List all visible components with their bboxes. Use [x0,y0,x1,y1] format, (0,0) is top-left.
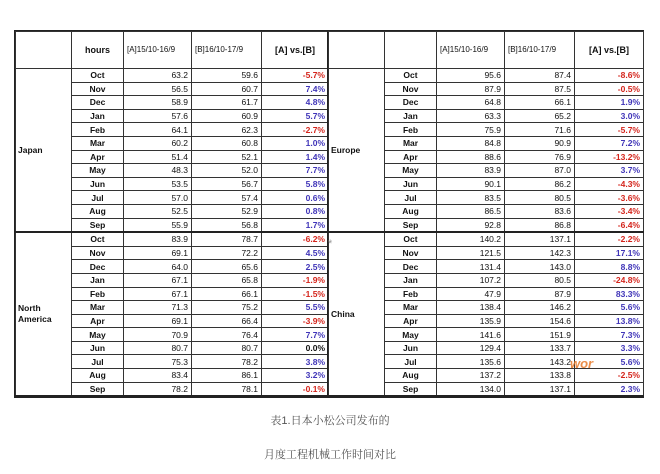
right-header-month-blank [385,32,437,69]
month-cell: Aug [72,369,124,383]
value-a-cell: 51.4 [124,150,192,164]
diff-cell: 0.0% [262,341,329,355]
diff-cell: -2.2% [575,232,644,246]
value-b-cell: 86.1 [192,369,262,383]
value-a-cell: 86.5 [437,204,505,218]
diff-cell: -13.2% [575,150,644,164]
month-cell: May [385,164,437,178]
value-a-cell: 63.2 [124,69,192,83]
table-row [16,232,329,246]
diff-cell: 1.7% [262,218,329,232]
month-cell: Oct [72,232,124,246]
diff-cell: -5.7% [575,123,644,137]
value-b-cell: 80.5 [505,273,575,287]
right-table-panel [327,30,644,398]
value-b-cell: 78.2 [192,355,262,369]
value-a-cell: 48.3 [124,164,192,178]
left-table-body [16,69,329,397]
value-a-cell: 69.1 [124,246,192,260]
value-b-cell: 80.7 [192,341,262,355]
value-a-cell: 75.9 [437,123,505,137]
month-cell: Dec [72,260,124,274]
value-a-cell: 78.2 [124,382,192,396]
left-region-label: Japan [16,69,72,233]
value-b-cell: 57.4 [192,191,262,205]
value-b-cell: 83.6 [505,204,575,218]
value-b-cell: 60.8 [192,136,262,150]
value-b-cell: 56.7 [192,177,262,191]
month-cell: Mar [72,301,124,315]
diff-cell: 5.6% [575,355,644,369]
table-row [329,69,644,83]
value-b-cell: 61.7 [192,96,262,110]
month-cell: Jul [385,191,437,205]
diff-cell: 13.8% [575,314,644,328]
value-a-cell: 67.1 [124,273,192,287]
month-cell: Aug [385,369,437,383]
month-cell: Dec [72,96,124,110]
month-cell: Jun [72,177,124,191]
watermark-logo [570,356,593,371]
value-a-cell: 107.2 [437,273,505,287]
month-cell: Sep [385,382,437,396]
diff-cell: 7.7% [262,328,329,342]
diff-cell: 5.6% [575,301,644,315]
right-region-label: China [329,232,385,396]
value-b-cell: 72.2 [192,246,262,260]
month-cell: Jun [385,341,437,355]
value-a-cell: 64.8 [437,96,505,110]
month-cell: Apr [72,314,124,328]
month-cell: Oct [72,69,124,83]
diff-cell: -3.9% [262,314,329,328]
value-a-cell: 140.2 [437,232,505,246]
left-table-panel [14,30,329,398]
diff-cell: -4.3% [575,177,644,191]
diff-cell: -1.9% [262,273,329,287]
value-b-cell: 87.0 [505,164,575,178]
value-b-cell: 137.1 [505,382,575,396]
right-header-diff: [A] vs.[B] [575,32,644,69]
value-b-cell: 87.5 [505,82,575,96]
value-a-cell: 60.2 [124,136,192,150]
diff-cell: 1.9% [575,96,644,110]
value-b-cell: 59.6 [192,69,262,83]
month-cell: Dec [385,96,437,110]
left-region-label: North America [16,232,72,396]
value-a-cell: 137.2 [437,369,505,383]
diff-cell: -2.5% [575,369,644,383]
month-cell: May [72,164,124,178]
left-header-region-blank [16,32,72,69]
caption-line-1: 表1.日本小松公司发布的 [270,415,390,427]
month-cell: Oct [385,69,437,83]
value-a-cell: 135.9 [437,314,505,328]
value-a-cell: 83.9 [437,164,505,178]
value-a-cell: 57.0 [124,191,192,205]
diff-cell: 5.7% [262,109,329,123]
table-row [16,69,329,83]
left-header-diff: [A] vs.[B] [262,32,329,69]
value-b-cell: 143.2 [505,355,575,369]
watermark-text: wor [570,356,594,371]
value-a-cell: 95.6 [437,69,505,83]
value-a-cell: 63.3 [437,109,505,123]
diff-cell: -0.5% [575,82,644,96]
month-cell: Nov [72,246,124,260]
value-a-cell: 67.1 [124,287,192,301]
month-cell: Sep [72,218,124,232]
month-cell: Feb [385,123,437,137]
value-b-cell: 142.3 [505,246,575,260]
diff-cell: 1.4% [262,150,329,164]
value-b-cell: 143.0 [505,260,575,274]
month-cell: Aug [385,204,437,218]
month-cell: Mar [385,136,437,150]
value-a-cell: 47.9 [437,287,505,301]
month-cell: Jun [385,177,437,191]
diff-cell: 0.6% [262,191,329,205]
value-a-cell: 87.9 [437,82,505,96]
asterisk-mark: * [328,238,333,250]
month-cell: Nov [385,246,437,260]
value-b-cell: 137.1 [505,232,575,246]
diff-cell: -6.4% [575,218,644,232]
value-b-cell: 78.1 [192,382,262,396]
diff-cell: 3.3% [575,341,644,355]
month-cell: Jun [72,341,124,355]
value-a-cell: 64.0 [124,260,192,274]
month-cell: Apr [385,150,437,164]
month-cell: Sep [385,218,437,232]
value-b-cell: 62.3 [192,123,262,137]
value-b-cell: 52.9 [192,204,262,218]
value-a-cell: 64.1 [124,123,192,137]
diff-cell: 7.3% [575,328,644,342]
left-hours-table [15,31,329,397]
diff-cell: 5.5% [262,301,329,315]
diff-cell: 4.5% [262,246,329,260]
value-b-cell: 65.8 [192,273,262,287]
month-cell: Jul [385,355,437,369]
diff-cell: 5.8% [262,177,329,191]
value-a-cell: 57.6 [124,109,192,123]
value-a-cell: 52.5 [124,204,192,218]
right-header-row [329,32,644,69]
diff-cell: -3.4% [575,204,644,218]
month-cell: Jan [385,109,437,123]
month-cell: Jan [72,109,124,123]
left-header-hours: hours [72,32,124,69]
diff-cell: 7.4% [262,82,329,96]
value-b-cell: 133.8 [505,369,575,383]
month-cell: Feb [72,287,124,301]
value-a-cell: 138.4 [437,301,505,315]
diff-cell: 4.8% [262,96,329,110]
left-header-col-a: [A]15/10-16/9 [124,32,192,69]
value-b-cell: 66.1 [505,96,575,110]
value-b-cell: 86.8 [505,218,575,232]
month-cell: Dec [385,260,437,274]
value-a-cell: 53.5 [124,177,192,191]
value-b-cell: 87.9 [505,287,575,301]
value-a-cell: 71.3 [124,301,192,315]
value-a-cell: 84.8 [437,136,505,150]
month-cell: May [385,328,437,342]
value-b-cell: 78.7 [192,232,262,246]
diff-cell: 2.3% [575,382,644,396]
value-b-cell: 87.4 [505,69,575,83]
diff-cell: 3.7% [575,164,644,178]
month-cell: Sep [72,382,124,396]
value-a-cell: 83.5 [437,191,505,205]
value-a-cell: 92.8 [437,218,505,232]
value-b-cell: 154.6 [505,314,575,328]
value-b-cell: 76.9 [505,150,575,164]
diff-cell: 17.1% [575,246,644,260]
diff-cell: 8.8% [575,260,644,274]
diff-cell: 83.3% [575,287,644,301]
value-b-cell: 60.7 [192,82,262,96]
value-b-cell: 86.2 [505,177,575,191]
diff-cell: 1.0% [262,136,329,150]
value-a-cell: 69.1 [124,314,192,328]
month-cell: Apr [72,150,124,164]
value-a-cell: 121.5 [437,246,505,260]
month-cell: Aug [72,204,124,218]
value-a-cell: 83.9 [124,232,192,246]
value-b-cell: 75.2 [192,301,262,315]
month-cell: Feb [385,287,437,301]
value-a-cell: 90.1 [437,177,505,191]
value-b-cell: 65.2 [505,109,575,123]
diff-cell: -3.6% [575,191,644,205]
value-b-cell: 80.5 [505,191,575,205]
diff-cell: 7.7% [262,164,329,178]
value-a-cell: 56.5 [124,82,192,96]
value-a-cell: 83.4 [124,369,192,383]
value-a-cell: 55.9 [124,218,192,232]
right-hours-table [328,31,644,397]
month-cell: Mar [72,136,124,150]
month-cell: Feb [72,123,124,137]
value-a-cell: 70.9 [124,328,192,342]
value-b-cell: 133.7 [505,341,575,355]
value-b-cell: 65.6 [192,260,262,274]
month-cell: Jan [385,273,437,287]
diff-cell: 2.5% [262,260,329,274]
month-cell: Apr [385,314,437,328]
diff-cell: 7.2% [575,136,644,150]
month-cell: Nov [72,82,124,96]
value-b-cell: 52.0 [192,164,262,178]
right-header-col-b: [B]16/10-17/9 [505,32,575,69]
left-header-row [16,32,329,69]
diff-cell: -0.1% [262,382,329,396]
value-b-cell: 76.4 [192,328,262,342]
value-a-cell: 58.9 [124,96,192,110]
diff-cell: -2.7% [262,123,329,137]
value-b-cell: 146.2 [505,301,575,315]
diff-cell: -1.5% [262,287,329,301]
right-header-col-a: [A]15/10-16/9 [437,32,505,69]
value-b-cell: 90.9 [505,136,575,150]
value-a-cell: 129.4 [437,341,505,355]
diff-cell: 3.8% [262,355,329,369]
value-a-cell: 135.6 [437,355,505,369]
caption-line-2: 月度工程机械工作时间对比 [264,449,396,461]
right-region-label: Europe [329,69,385,233]
value-b-cell: 71.6 [505,123,575,137]
table-row [329,232,644,246]
value-a-cell: 80.7 [124,341,192,355]
diff-cell: -8.6% [575,69,644,83]
diff-cell: 3.2% [262,369,329,383]
month-cell: Mar [385,301,437,315]
month-cell: May [72,328,124,342]
value-b-cell: 56.8 [192,218,262,232]
value-a-cell: 141.6 [437,328,505,342]
month-cell: Nov [385,82,437,96]
value-b-cell: 52.1 [192,150,262,164]
diff-cell: -24.8% [575,273,644,287]
diff-cell: -5.7% [262,69,329,83]
value-a-cell: 88.6 [437,150,505,164]
diff-cell: 0.8% [262,204,329,218]
value-b-cell: 60.9 [192,109,262,123]
diff-cell: -6.2% [262,232,329,246]
month-cell: Jul [72,191,124,205]
value-a-cell: 131.4 [437,260,505,274]
value-b-cell: 66.1 [192,287,262,301]
right-header-region-blank [329,32,385,69]
value-b-cell: 151.9 [505,328,575,342]
value-a-cell: 75.3 [124,355,192,369]
month-cell: Jan [72,273,124,287]
month-cell: Oct [385,232,437,246]
month-cell: Jul [72,355,124,369]
diff-cell: 3.0% [575,109,644,123]
value-b-cell: 66.4 [192,314,262,328]
value-a-cell: 134.0 [437,382,505,396]
right-table-body [329,69,644,397]
left-header-col-b: [B]16/10-17/9 [192,32,262,69]
